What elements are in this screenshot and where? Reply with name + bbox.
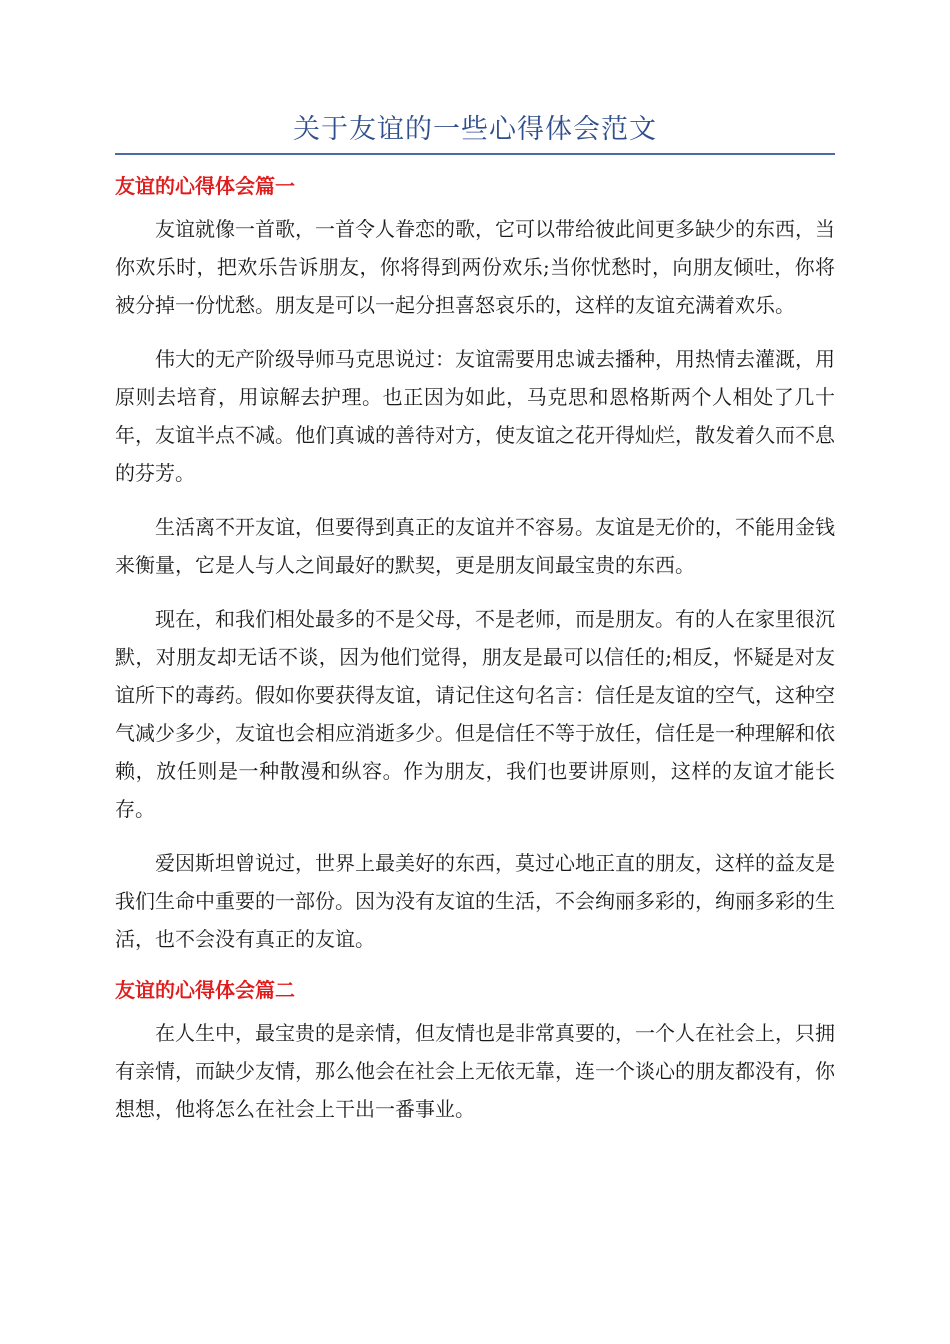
section-1 xyxy=(115,170,835,958)
section-heading: 友谊的心得体会篇一 xyxy=(115,174,295,198)
title-underline xyxy=(115,153,835,155)
paragraph: 在人生中，最宝贵的是亲情，但友情也是非常真要的，一个人在社会上，只拥有亲情，而缺少友情，那么他会在社会上无依无靠，连一个谈心的朋友都没有，你想想，他将怎么在社会上干出一番事业。 xyxy=(115,1021,835,1121)
section-heading: 友谊的心得体会篇二 xyxy=(115,978,295,1002)
paragraph: 现在，和我们相处最多的不是父母，不是老师，而是朋友。有的人在家里很沉默，对朋友却无话不谈，因为他们觉得，朋友是最可以信任的;相反，怀疑是对友谊所下的毒药。假如你要获得友谊，请记住这句名言：信任是友谊的空气，这种空气减少多少，友谊也会相应消逝多少。但是信任不等于放任，信任是一种理解和依赖，放任则是一种散漫和纵容。作为朋友，我们也要讲原则，这样的友谊才能长存。 xyxy=(115,607,835,821)
paragraph: 伟大的无产阶级导师马克思说过：友谊需要用忠诚去播种，用热情去灌溉，用原则去培育，用谅解去护理。也正因为如此，马克思和恩格斯两个人相处了几十年，友谊半点不减。他们真诚的善待对方，使友谊之花开得灿烂，散发着久而不息的芬芳。 xyxy=(115,347,835,485)
document-body xyxy=(115,170,835,1144)
paragraph: 友谊就像一首歌，一首令人眷恋的歌，它可以带给彼此间更多缺少的东西，当你欢乐时，把欢乐告诉朋友，你将得到两份欢乐;当你忧愁时，向朋友倾吐，你将被分掉一份忧愁。朋友是可以一起分担喜怒哀乐的，这样的友谊充满着欢乐。 xyxy=(115,217,835,317)
paragraph: 生活离不开友谊，但要得到真正的友谊并不容易。友谊是无价的，不能用金钱来衡量，它是人与人之间最好的默契，更是朋友间最宝贵的东西。 xyxy=(115,515,835,577)
section-2 xyxy=(115,974,835,1128)
document-title: 关于友谊的一些心得体会范文 xyxy=(293,114,657,145)
paragraph: 爱因斯坦曾说过，世界上最美好的东西，莫过心地正直的朋友，这样的益友是我们生命中重要的一部份。因为没有友谊的生活，不会绚丽多彩的，绚丽多彩的生活，也不会没有真正的友谊。 xyxy=(115,851,835,951)
